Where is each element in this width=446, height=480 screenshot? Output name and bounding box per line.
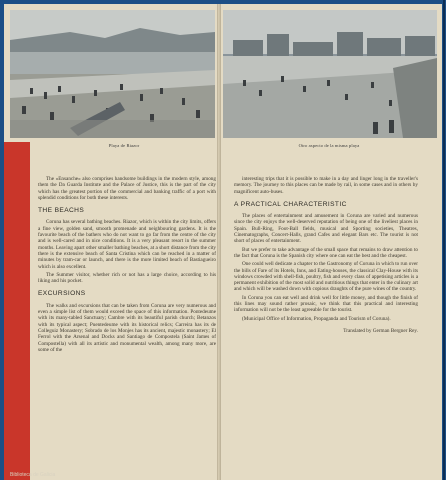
translator-credit: Translated by German Bergner Rey.	[343, 327, 418, 334]
library-watermark: Biblioteca de Galicia	[10, 472, 56, 478]
photo-riazor-beach	[10, 10, 215, 138]
brochure-spread	[4, 4, 442, 480]
page-fold	[217, 4, 221, 480]
practical-heading: A PRACTICAL CHARACTERISTIC	[234, 200, 347, 208]
right-column	[234, 176, 418, 336]
practical-paragraph-2: But we prefer to take advantage of the small space that remains to draw attention to the fact that Coruna is the Spanish city where one can eat the best and the cheapest.	[234, 246, 418, 259]
practical-paragraph-4: In Coruna you can eat well and drink well for little money, and though the finish of this lines may sound rather prosaic, we think that this practical and interesting information will not be the least agreeable for the tourist.	[234, 294, 418, 314]
source-note: (Municipal Office of Information, Propaganda and Tourism of Coruna).	[242, 315, 391, 322]
photo-caption-right: Otro aspecto de la misma playa	[298, 143, 360, 148]
practical-paragraph-1: The places of entertainment and amusement in Coruna are varied and numerous since the city enjoys the well-deserved reputation of being one of the liveliest places in Spain. Bull-Ring, Foot-Ball fields, musical and Sporting societies, Theatres, Cinematographs, Concert-Halls, grand Cafes and elegant Bars etc. The tourist is not short of places of entertainment.	[234, 213, 418, 245]
beaches-heading: THE BEACHS	[38, 207, 85, 215]
scan-edge	[443, 0, 445, 480]
practical-paragraph-3: One could well dedicate a chapter to the Gastronomy of Coruna in which to run over the bills of Fare of its Hotels, Inns, and Eating-houses, the classical Clay-House with its windows crowded with shell-fish, poultry, fish and every class of appetising articles is a permanent exhibition of the most solid and nutritious things that enter in the culinary art and which will be washed down with copious draughts of the pure wines of the country.	[234, 261, 418, 293]
intro-paragraph: The «Ensanche» also comprises handsome buildings in the modern style, among them the Da Guarda Institute and the Palace of Justice, this is the part of the city which has the greatest portion of the commercial and banking traffic of a port with splendid conditions for both these interests.	[38, 176, 216, 201]
photo-beach-other-view	[223, 10, 437, 138]
excursions-heading: EXCURSIONS	[38, 290, 86, 298]
beaches-paragraph-1: Coruna has several bathing beaches. Riazor, which is within the city limits, offers a fine view, golden sand, smooth promenade and neighbouring gardens. It is the favourite beach of the bathers who do not want to go far from the centre of the city and is well-cared and in nice conditions. It is a very pleasant resort in the summer months. Leaving apart other smaller bathing beaches, at a short distance from the city there is the extensive beach of Santa Cristina which can be reached in a matter of minutes by tram-car or launch, and there is the more limited beach of Bastiagueiro which is also excellent.	[38, 219, 216, 270]
left-column	[38, 176, 216, 355]
excursions-paragraph-1: The walks and excursions that can be taken from Coruna are very numerous and even a simple list of them would exceed the space of this information. Pontedeume with its many-tabled Sanctuary; Cambre with its beautiful parish church; Betanzos with its typical aspect; Puentedeume with its historical relics; Carreira has its de Colleguiz Monastery; Sobrado de los Monjes has its ancient, majestic monastery; El Ferrol with the Arsenal and Docks and Santiago de Compostela (Saint James of Compostella) with all its artistic and monumental wealth, among many more, are some of the	[38, 302, 216, 353]
excursions-continued-paragraph: interesting trips that it is possible to make in a day and linger long in the traveller's memory. The journey to this places can be made by rail, in some cases and in others by magnificent auto-buses.	[234, 176, 418, 195]
beaches-paragraph-2: The Summer visitor, whether rich or not has a large choice, according to his liking and his pocket.	[38, 271, 216, 285]
red-side-band	[4, 142, 30, 480]
photo-caption-left: Playa de Riazor	[108, 143, 140, 148]
